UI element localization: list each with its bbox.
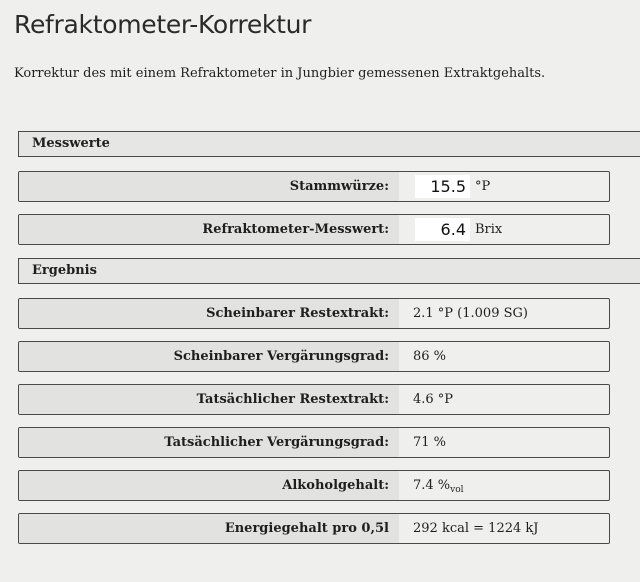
alkoholgehalt-label: Alkoholgehalt: — [19, 471, 399, 500]
scheinbarer-restextrakt-value: 2.1 °P (1.009 SG) — [413, 306, 528, 321]
tatsaechlicher-restextrakt-label: Tatsächlicher Restextrakt: — [19, 385, 399, 414]
alkoholgehalt-value-wrapper — [413, 471, 464, 500]
scheinbarer-vergaerungsgrad-label: Scheinbarer Vergärungsgrad: — [19, 342, 399, 371]
row-tatsaechlicher-vergaerungsgrad — [18, 427, 610, 458]
section-header-messwerte[interactable]: Messwerte — [18, 131, 640, 157]
energiegehalt-label: Energiegehalt pro 0,5l — [19, 514, 399, 543]
row-scheinbarer-restextrakt — [18, 298, 610, 329]
tatsaechlicher-vergaerungsgrad-label: Tatsächlicher Vergärungsgrad: — [19, 428, 399, 457]
row-alkoholgehalt — [18, 470, 610, 501]
row-energiegehalt — [18, 513, 610, 544]
row-stammwuerze — [18, 171, 610, 202]
section-header-ergebnis[interactable]: Ergebnis — [18, 258, 640, 284]
stammwuerze-label: Stammwürze: — [19, 172, 399, 201]
stammwuerze-input[interactable] — [415, 175, 470, 198]
refraktometer-unit: Brix — [475, 222, 503, 237]
refraktometer-input[interactable] — [415, 218, 470, 241]
energiegehalt-value: 292 kcal = 1224 kJ — [413, 521, 539, 536]
alkoholgehalt-unit-sub: vol — [450, 485, 464, 495]
refraktometer-label: Refraktometer-Messwert: — [19, 215, 399, 244]
tatsaechlicher-restextrakt-value: 4.6 °P — [413, 392, 454, 407]
alkoholgehalt-value: 7.4 % — [413, 478, 451, 493]
row-tatsaechlicher-restextrakt — [18, 384, 610, 415]
page-title: Refraktometer-Korrektur — [14, 10, 312, 39]
page-subtitle: Korrektur des mit einem Refraktometer in Jungbier gemessenen Extraktgehalts. — [14, 66, 546, 81]
row-refraktometer — [18, 214, 610, 245]
scheinbarer-restextrakt-label: Scheinbarer Restextrakt: — [19, 299, 399, 328]
stammwuerze-unit: °P — [475, 179, 491, 194]
tatsaechlicher-vergaerungsgrad-value: 71 % — [413, 435, 447, 450]
row-scheinbarer-vergaerungsgrad — [18, 341, 610, 372]
scheinbarer-vergaerungsgrad-value: 86 % — [413, 349, 447, 364]
